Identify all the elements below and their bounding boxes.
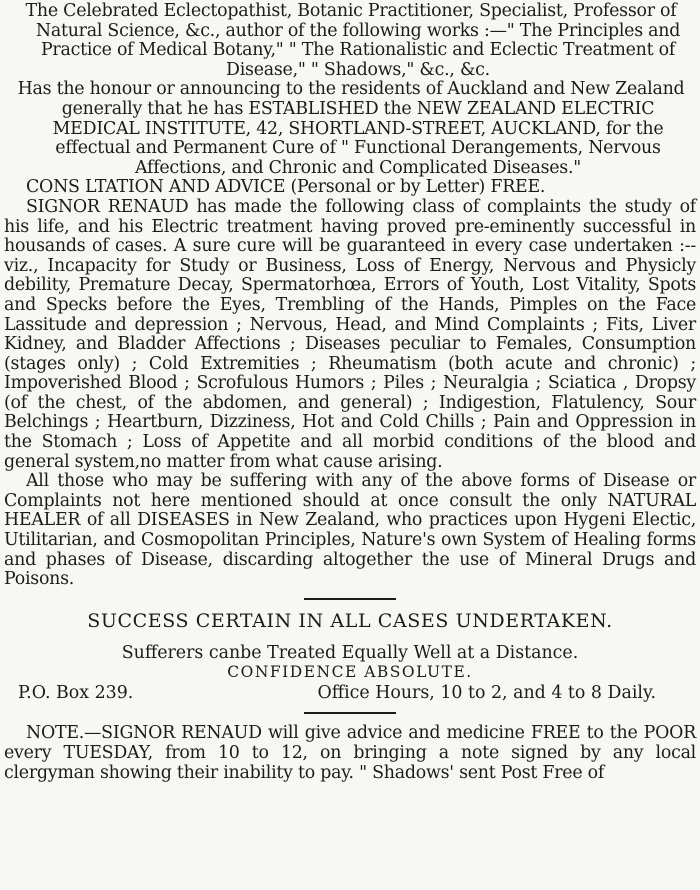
bottom-divider: [4, 712, 696, 714]
po-box: P.O. Box 239.: [18, 683, 134, 704]
top-divider: [4, 598, 696, 600]
distance-line: Sufferers canbe Treated Equally Well at a Distance.: [121, 642, 579, 663]
announcement-paragraph: Has the honour or announcing to the residents of Auckland and New Zealand generally that he has ESTABLISHED the NEW ZEALAND ELECTRIC MEDICAL INSTITUTE, 42, SHORTLAND-STREET, AUCKLAND, for the effectual and Permanent Cure of " Functional Derangements, Nervous Affections, and Chronic and Complicated Diseases.": [17, 79, 685, 178]
natural-healer-paragraph: All those who may be suffering with any of the above forms of Disease or Complaints not here mentioned should at once consult the only NATURAL HEALER of all DISEASES in New Zealand, who practices upon Hygeni Electic, Utilitarian, and Cosmopolitan Principles, Nature's own System of Healing forms and phases of Disease, discarding altogether the use of Mineral Drugs and Poisons.: [4, 471, 696, 590]
contact-row: [4, 683, 696, 704]
complaints-paragraph: SIGNOR RENAUD has made the following class of complaints the study of his life, and his Electric treatment having proved pre-eminently successful in housands of cases. A sure cure will be guaranteed in every case undertaken :-- viz., Incapacity for Study or Business, Loss of Energy, Nervous and Physicly debility, Premature Decay, Spermatorhœa, Errors of Youth, Lost Vitality, Spots and Specks before the Eyes, Trembling of the Hands, Pimples on the Face Lassitude and depression ; Nervous, Head, and Mind Complaints ; Fits, Liver Kidney, and Bladder Affections ; Diseases peculiar to Females, Consumption (stages only) ; Cold Extremities ; Rheumatism (both acute and chronic) ; Impoverished Blood ; Scrofulous Humors ; Piles ; Neuralgia ; Sciatica , Dropsy (of the chest, of the abdomen, and general) ; Indigestion, Flatulency, Sour Belchings ; Heartburn, Dizziness, Hot and Cold Chills ; Pain and Oppression in the Stomach ; Loss of Appetite and all morbid conditions of the blood and general system,no matter from what cause arising.: [4, 196, 696, 472]
confidence-line: CONFIDENCE ABSOLUTE.: [227, 663, 473, 682]
intro-paragraph: The Celebrated Eclectopathist, Botanic Practitioner, Specialist, Professor of Natural Science, &c., author of the following works :—" The Principles and Practice of Medical Botany," " The Rationalistic and Eclectic Treatment of Disease," " Shadows," &c., &c.: [25, 1, 681, 80]
office-hours: Office Hours, 10 to 2, and 4 to 8 Daily.: [317, 683, 656, 704]
note-paragraph: NOTE.—SIGNOR RENAUD will give advice and medicine FREE to the POOR every TUESDAY, from 10 to 12, on bringing a note signed by any local clergyman showing their inability to pay. " Shadows' sent Post Free of: [4, 723, 696, 783]
consultation-line: CONS LTATION AND ADVICE (Personal or by Letter) FREE.: [26, 177, 546, 198]
headline: SUCCESS CERTAIN IN ALL CASES UNDERTAKEN.: [87, 609, 613, 632]
